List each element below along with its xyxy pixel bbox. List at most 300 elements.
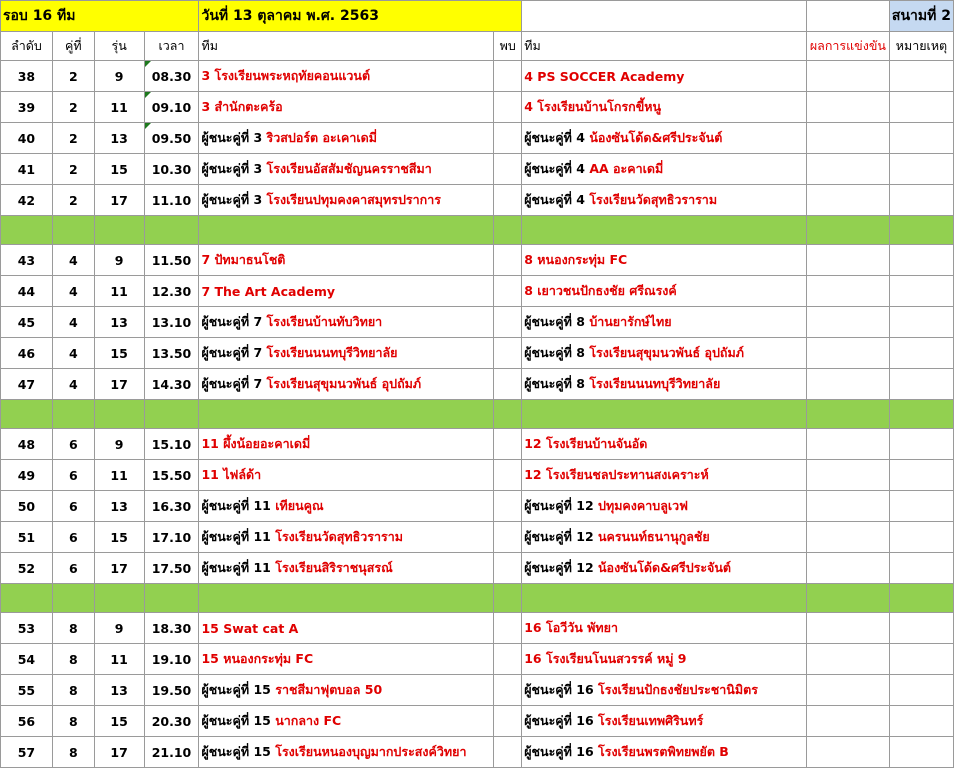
cell-time[interactable]: 09.50 (144, 123, 199, 154)
cell-vs[interactable] (494, 123, 522, 154)
winner-prefix: ผู้ชนะคู่ที่ 7 (201, 345, 263, 360)
cell-time[interactable]: 16.30 (144, 491, 199, 522)
separator-row (1, 400, 954, 429)
cell-note[interactable] (889, 185, 953, 216)
cell-team-b[interactable] (522, 185, 807, 216)
winner-prefix: ผู้ชนะคู่ที่ 3 (201, 161, 263, 176)
separator-cell[interactable] (494, 216, 522, 245)
cell-team-b[interactable] (522, 154, 807, 185)
separator-cell[interactable] (522, 216, 807, 245)
team-name: 15 หนองกระทุ่ม FC (201, 651, 314, 666)
cell-order[interactable]: 57 (1, 737, 53, 768)
team-name: 4 PS SOCCER Academy (524, 68, 685, 84)
team-name: 3 สำนักตะคร้อ (201, 99, 283, 114)
winner-prefix: ผู้ชนะคู่ที่ 15 (201, 713, 271, 728)
team-name: 11 ผึ้งน้อยอะคาเดมี่ (201, 436, 311, 451)
cell-vs[interactable] (494, 154, 522, 185)
cell-time[interactable]: 11.50 (144, 245, 199, 276)
cell-age[interactable]: 11 (94, 92, 144, 123)
winner-prefix: ผู้ชนะคู่ที่ 3 (201, 130, 263, 145)
cell-order[interactable]: 50 (1, 491, 53, 522)
cell-team-a[interactable] (199, 245, 494, 276)
col-header-result[interactable]: ผลการแข่งขัน (806, 32, 889, 61)
cell-team-a[interactable] (199, 92, 494, 123)
cell-result[interactable] (806, 644, 889, 675)
cell-result[interactable] (806, 553, 889, 584)
cell-team-a[interactable] (199, 460, 494, 491)
cell-pair[interactable]: 6 (52, 522, 94, 553)
cell-vs[interactable] (494, 245, 522, 276)
cell-note[interactable] (889, 460, 953, 491)
table-row (1, 123, 954, 154)
cell-team-a[interactable] (199, 553, 494, 584)
cell-vs[interactable] (494, 553, 522, 584)
cell-team-a[interactable] (199, 491, 494, 522)
cell-time[interactable]: 13.10 (144, 307, 199, 338)
cell-result[interactable] (806, 491, 889, 522)
cell-time[interactable]: 11.10 (144, 185, 199, 216)
cell-team-b[interactable] (522, 460, 807, 491)
winner-prefix: ผู้ชนะคู่ที่ 4 (524, 130, 585, 145)
col-header-vs[interactable]: พบ (494, 32, 522, 61)
cell-time[interactable]: 13.50 (144, 338, 199, 369)
cell-note[interactable] (889, 429, 953, 460)
cell-vs[interactable] (494, 460, 522, 491)
cell-age[interactable]: 17 (94, 553, 144, 584)
team-name: 16 โอวีวัน พัทยา (524, 620, 618, 635)
col-header-pair[interactable]: คู่ที่ (52, 32, 94, 61)
cell-pair[interactable]: 6 (52, 460, 94, 491)
cell-age[interactable]: 9 (94, 61, 144, 92)
col-header-order[interactable]: ลำดับ (1, 32, 53, 61)
cell-team-b[interactable] (522, 491, 807, 522)
cell-pair[interactable]: 8 (52, 737, 94, 768)
cell-team-a[interactable] (199, 706, 494, 737)
cell-order[interactable]: 40 (1, 123, 53, 154)
cell-team-b[interactable] (522, 553, 807, 584)
cell-time[interactable]: 17.10 (144, 522, 199, 553)
cell-team-b[interactable] (522, 644, 807, 675)
cell-time[interactable]: 10.30 (144, 154, 199, 185)
cell-age[interactable]: 15 (94, 522, 144, 553)
cell-order[interactable]: 53 (1, 613, 53, 644)
team-name: น้องซันโด้ด&ศรีประจันต์ (589, 130, 723, 145)
cell-order[interactable]: 46 (1, 338, 53, 369)
cell-team-b[interactable] (522, 92, 807, 123)
team-name: โรงเรียนวัดสุทธิวราราม (589, 192, 718, 207)
cell-time[interactable]: 15.10 (144, 429, 199, 460)
table-row (1, 154, 954, 185)
cell-pair[interactable]: 2 (52, 123, 94, 154)
cell-team-a[interactable] (199, 123, 494, 154)
separator-cell[interactable] (494, 584, 522, 613)
cell-note[interactable] (889, 245, 953, 276)
cell-time[interactable]: 21.10 (144, 737, 199, 768)
winner-prefix: ผู้ชนะคู่ที่ 7 (201, 376, 263, 391)
cell-age[interactable]: 13 (94, 491, 144, 522)
separator-cell[interactable] (889, 216, 953, 245)
separator-cell[interactable] (1, 584, 53, 613)
cell-team-a[interactable] (199, 522, 494, 553)
table-row (1, 307, 954, 338)
team-name: โรงเรียนสิริราชนุสรณ์ (275, 560, 393, 575)
winner-prefix: ผู้ชนะคู่ที่ 11 (201, 560, 271, 575)
team-name: โรงเรียนพรตพิทยพยัต B (598, 744, 729, 759)
cell-vs[interactable] (494, 92, 522, 123)
separator-cell[interactable] (94, 216, 144, 245)
cell-time[interactable]: 18.30 (144, 613, 199, 644)
cell-vs[interactable] (494, 644, 522, 675)
separator-cell[interactable] (94, 400, 144, 429)
team-name: โรงเรียนหนองบุญมากประสงค์วิทยา (275, 744, 467, 759)
cell-note[interactable] (889, 737, 953, 768)
separator-row (1, 216, 954, 245)
cell-team-a[interactable] (199, 185, 494, 216)
cell-team-a[interactable] (199, 276, 494, 307)
cell-team-a[interactable] (199, 429, 494, 460)
separator-cell[interactable] (889, 584, 953, 613)
separator-cell[interactable] (52, 584, 94, 613)
cell-order[interactable]: 38 (1, 61, 53, 92)
separator-cell[interactable] (199, 216, 494, 245)
team-name: โรงเรียนบ้านทับวิทยา (266, 314, 383, 329)
separator-cell[interactable] (806, 216, 889, 245)
cell-result[interactable] (806, 613, 889, 644)
cell-note[interactable] (889, 553, 953, 584)
cell-vs[interactable] (494, 369, 522, 400)
cell-pair[interactable]: 8 (52, 706, 94, 737)
cell-vs[interactable] (494, 675, 522, 706)
cell-result[interactable] (806, 154, 889, 185)
cell-result[interactable] (806, 185, 889, 216)
cell-result[interactable] (806, 429, 889, 460)
round-title[interactable]: รอบ 16 ทีม (1, 1, 199, 32)
cell-vs[interactable] (494, 61, 522, 92)
cell-note[interactable] (889, 675, 953, 706)
date-title[interactable]: วันที่ 13 ตุลาคม พ.ศ. 2563 (199, 1, 522, 32)
cell-order[interactable]: 55 (1, 675, 53, 706)
cell-note[interactable] (889, 369, 953, 400)
cell-team-a[interactable] (199, 737, 494, 768)
team-name: โรงเรียนปักธงชัยประชานิมิตร (598, 682, 758, 697)
team-name: โรงเรียนวัดสุทธิวราราม (275, 529, 403, 544)
separator-cell[interactable] (806, 400, 889, 429)
cell-result[interactable] (806, 706, 889, 737)
cell-vs[interactable] (494, 307, 522, 338)
cell-team-b[interactable] (522, 522, 807, 553)
cell-time[interactable]: 15.50 (144, 460, 199, 491)
team-name: 11 ไฟล์ด้า (201, 467, 262, 482)
table-row (1, 706, 954, 737)
col-header-age[interactable]: รุ่น (94, 32, 144, 61)
team-name: บ้านยารักษ์ไทย (589, 314, 672, 329)
cell-pair[interactable]: 4 (52, 276, 94, 307)
cell-team-b[interactable] (522, 61, 807, 92)
team-name: 7 ปัทมาธนโชติ (201, 252, 286, 267)
separator-cell[interactable] (144, 584, 199, 613)
cell-order[interactable]: 44 (1, 276, 53, 307)
cell-age[interactable]: 9 (94, 245, 144, 276)
cell-note[interactable] (889, 644, 953, 675)
cell-vs[interactable] (494, 338, 522, 369)
cell-order[interactable]: 56 (1, 706, 53, 737)
winner-prefix: ผู้ชนะคู่ที่ 8 (524, 376, 585, 391)
cell-pair[interactable]: 2 (52, 92, 94, 123)
table-row (1, 553, 954, 584)
cell-time[interactable]: 19.10 (144, 644, 199, 675)
cell-note[interactable] (889, 706, 953, 737)
team-name: น้องซันโด้ด&ศรีประจันต์ (598, 560, 732, 575)
cell-result[interactable] (806, 369, 889, 400)
cell-team-b[interactable] (522, 338, 807, 369)
team-name: 15 Swat cat A (201, 620, 299, 636)
cell-age[interactable]: 17 (94, 185, 144, 216)
team-name: 3 โรงเรียนพระหฤทัยคอนแวนต์ (201, 68, 371, 83)
cell-result[interactable] (806, 460, 889, 491)
separator-cell[interactable] (522, 584, 807, 613)
cell-pair[interactable]: 6 (52, 491, 94, 522)
cell-team-b[interactable] (522, 737, 807, 768)
cell-result[interactable] (806, 123, 889, 154)
empty-cell[interactable] (806, 1, 889, 32)
separator-cell[interactable] (806, 584, 889, 613)
cell-pair[interactable]: 4 (52, 307, 94, 338)
table-row (1, 276, 954, 307)
team-name: 8 เยาวชนปักธงชัย ศรีณรงค์ (524, 283, 677, 298)
team-name: โรงเรียนนนทบุรีวิทยาลัย (266, 345, 398, 360)
winner-prefix: ผู้ชนะคู่ที่ 15 (201, 682, 271, 697)
table-row (1, 675, 954, 706)
separator-cell[interactable] (522, 400, 807, 429)
cell-time[interactable]: 20.30 (144, 706, 199, 737)
cell-pair[interactable]: 4 (52, 338, 94, 369)
team-name: 12 โรงเรียนชลประทานสงเคราะห์ (524, 467, 709, 482)
cell-order[interactable]: 45 (1, 307, 53, 338)
separator-cell[interactable] (889, 400, 953, 429)
winner-prefix: ผู้ชนะคู่ที่ 15 (201, 744, 271, 759)
table-row (1, 644, 954, 675)
cell-result[interactable] (806, 737, 889, 768)
separator-cell[interactable] (52, 216, 94, 245)
team-name: ราชสีมาฟุตบอล 50 (275, 682, 383, 697)
cell-order[interactable]: 47 (1, 369, 53, 400)
table-row (1, 737, 954, 768)
team-name: 7 The Art Academy (201, 283, 336, 299)
cell-team-b[interactable] (522, 245, 807, 276)
winner-prefix: ผู้ชนะคู่ที่ 16 (524, 744, 594, 759)
team-name: เทียนคูณ (275, 498, 324, 513)
cell-note[interactable] (889, 154, 953, 185)
team-name: โรงเรียนนนทบุรีวิทยาลัย (589, 376, 721, 391)
col-header-time[interactable]: เวลา (144, 32, 199, 61)
separator-cell[interactable] (199, 400, 494, 429)
cell-age[interactable]: 13 (94, 675, 144, 706)
cell-order[interactable]: 48 (1, 429, 53, 460)
table-row (1, 429, 954, 460)
cell-result[interactable] (806, 522, 889, 553)
field-label[interactable]: สนามที่ 2 (889, 1, 953, 32)
cell-team-a[interactable] (199, 675, 494, 706)
cell-vs[interactable] (494, 491, 522, 522)
table-row (1, 369, 954, 400)
separator-cell[interactable] (144, 216, 199, 245)
cell-age[interactable]: 11 (94, 644, 144, 675)
cell-team-a[interactable] (199, 338, 494, 369)
cell-order[interactable]: 51 (1, 522, 53, 553)
table-row (1, 460, 954, 491)
team-name: โรงเรียนปทุมคงคาสมุทรปราการ (266, 192, 441, 207)
cell-age[interactable]: 15 (94, 706, 144, 737)
cell-age[interactable]: 15 (94, 338, 144, 369)
team-name: นครนนท์ธนานุกูลชัย (598, 529, 710, 544)
cell-team-b[interactable] (522, 706, 807, 737)
cell-result[interactable] (806, 338, 889, 369)
table-row (1, 61, 954, 92)
team-name: โรงเรียนเทพศิรินทร์ (598, 713, 704, 728)
team-name: 4 โรงเรียนบ้านโกรกขี้หนู (524, 99, 662, 114)
separator-cell[interactable] (1, 216, 53, 245)
winner-prefix: ผู้ชนะคู่ที่ 16 (524, 713, 594, 728)
cell-team-b[interactable] (522, 675, 807, 706)
table-row (1, 338, 954, 369)
team-name: 16 โรงเรียนโนนสวรรค์ หมู่ 9 (524, 651, 687, 666)
cell-order[interactable]: 49 (1, 460, 53, 491)
cell-order[interactable]: 42 (1, 185, 53, 216)
winner-prefix: ผู้ชนะคู่ที่ 4 (524, 192, 585, 207)
cell-order[interactable]: 39 (1, 92, 53, 123)
separator-row (1, 584, 954, 613)
winner-prefix: ผู้ชนะคู่ที่ 16 (524, 682, 594, 697)
separator-cell[interactable] (144, 400, 199, 429)
cell-age[interactable]: 17 (94, 737, 144, 768)
winner-prefix: ผู้ชนะคู่ที่ 3 (201, 192, 263, 207)
winner-prefix: ผู้ชนะคู่ที่ 8 (524, 345, 585, 360)
cell-time[interactable]: 09.10 (144, 92, 199, 123)
cell-age[interactable]: 9 (94, 429, 144, 460)
cell-pair[interactable]: 4 (52, 245, 94, 276)
cell-age[interactable]: 11 (94, 276, 144, 307)
cell-result[interactable] (806, 245, 889, 276)
cell-vs[interactable] (494, 737, 522, 768)
cell-pair[interactable]: 8 (52, 675, 94, 706)
cell-result[interactable] (806, 92, 889, 123)
cell-time[interactable]: 08.30 (144, 61, 199, 92)
cell-vs[interactable] (494, 429, 522, 460)
cell-note[interactable] (889, 491, 953, 522)
cell-age[interactable]: 15 (94, 154, 144, 185)
cell-result[interactable] (806, 61, 889, 92)
cell-vs[interactable] (494, 185, 522, 216)
cell-team-b[interactable] (522, 123, 807, 154)
cell-team-a[interactable] (199, 154, 494, 185)
cell-team-b[interactable] (522, 429, 807, 460)
cell-age[interactable]: 11 (94, 460, 144, 491)
cell-note[interactable] (889, 338, 953, 369)
winner-prefix: ผู้ชนะคู่ที่ 12 (524, 529, 594, 544)
cell-time[interactable]: 12.30 (144, 276, 199, 307)
cell-note[interactable] (889, 613, 953, 644)
cell-time[interactable]: 17.50 (144, 553, 199, 584)
winner-prefix: ผู้ชนะคู่ที่ 8 (524, 314, 585, 329)
team-name: โรงเรียนสุขุมนวพันธ์ อุปถัมภ์ (589, 345, 744, 360)
team-name: นากลาง FC (275, 713, 342, 728)
cell-vs[interactable] (494, 706, 522, 737)
winner-prefix: ผู้ชนะคู่ที่ 12 (524, 498, 594, 513)
separator-cell[interactable] (199, 584, 494, 613)
cell-pair[interactable]: 2 (52, 154, 94, 185)
team-name: 8 หนองกระทุ่ม FC (524, 252, 628, 267)
team-name: ริวสปอร์ต อะเคาเดมี่ (266, 130, 378, 145)
cell-age[interactable]: 13 (94, 307, 144, 338)
cell-time[interactable]: 14.30 (144, 369, 199, 400)
cell-pair[interactable]: 6 (52, 553, 94, 584)
cell-vs[interactable] (494, 613, 522, 644)
team-name: AA อะคาเดมี่ (589, 161, 664, 176)
cell-team-a[interactable] (199, 307, 494, 338)
cell-age[interactable]: 17 (94, 369, 144, 400)
cell-age[interactable]: 9 (94, 613, 144, 644)
separator-cell[interactable] (94, 584, 144, 613)
separator-cell[interactable] (494, 400, 522, 429)
table-row (1, 613, 954, 644)
cell-result[interactable] (806, 307, 889, 338)
cell-team-b[interactable] (522, 613, 807, 644)
cell-pair[interactable]: 2 (52, 61, 94, 92)
cell-pair[interactable]: 2 (52, 185, 94, 216)
cell-pair[interactable]: 6 (52, 429, 94, 460)
cell-pair[interactable]: 8 (52, 613, 94, 644)
cell-note[interactable] (889, 276, 953, 307)
cell-order[interactable]: 41 (1, 154, 53, 185)
cell-order[interactable]: 43 (1, 245, 53, 276)
cell-note[interactable] (889, 92, 953, 123)
cell-note[interactable] (889, 123, 953, 154)
cell-order[interactable]: 54 (1, 644, 53, 675)
table-row (1, 185, 954, 216)
cell-order[interactable]: 52 (1, 553, 53, 584)
cell-team-a[interactable] (199, 61, 494, 92)
col-header-note[interactable]: หมายเหตุ (889, 32, 953, 61)
separator-cell[interactable] (1, 400, 53, 429)
table-row (1, 92, 954, 123)
cell-note[interactable] (889, 522, 953, 553)
cell-note[interactable] (889, 61, 953, 92)
winner-prefix: ผู้ชนะคู่ที่ 12 (524, 560, 594, 575)
cell-pair[interactable]: 4 (52, 369, 94, 400)
cell-team-a[interactable] (199, 613, 494, 644)
cell-team-b[interactable] (522, 307, 807, 338)
col-header-team2[interactable]: ทีม (522, 32, 807, 61)
winner-prefix: ผู้ชนะคู่ที่ 7 (201, 314, 263, 329)
cell-vs[interactable] (494, 276, 522, 307)
cell-age[interactable]: 13 (94, 123, 144, 154)
cell-result[interactable] (806, 675, 889, 706)
team-name: โรงเรียนสุขุมนวพันธ์ อุปถัมภ์ (266, 376, 422, 391)
cell-vs[interactable] (494, 522, 522, 553)
separator-cell[interactable] (52, 400, 94, 429)
cell-team-a[interactable] (199, 369, 494, 400)
cell-note[interactable] (889, 307, 953, 338)
cell-pair[interactable]: 8 (52, 644, 94, 675)
col-header-team[interactable]: ทีม (199, 32, 494, 61)
cell-team-b[interactable] (522, 369, 807, 400)
cell-result[interactable] (806, 276, 889, 307)
cell-team-a[interactable] (199, 644, 494, 675)
cell-time[interactable]: 19.50 (144, 675, 199, 706)
cell-team-b[interactable] (522, 276, 807, 307)
table-row (1, 522, 954, 553)
empty-cell[interactable] (522, 1, 807, 32)
